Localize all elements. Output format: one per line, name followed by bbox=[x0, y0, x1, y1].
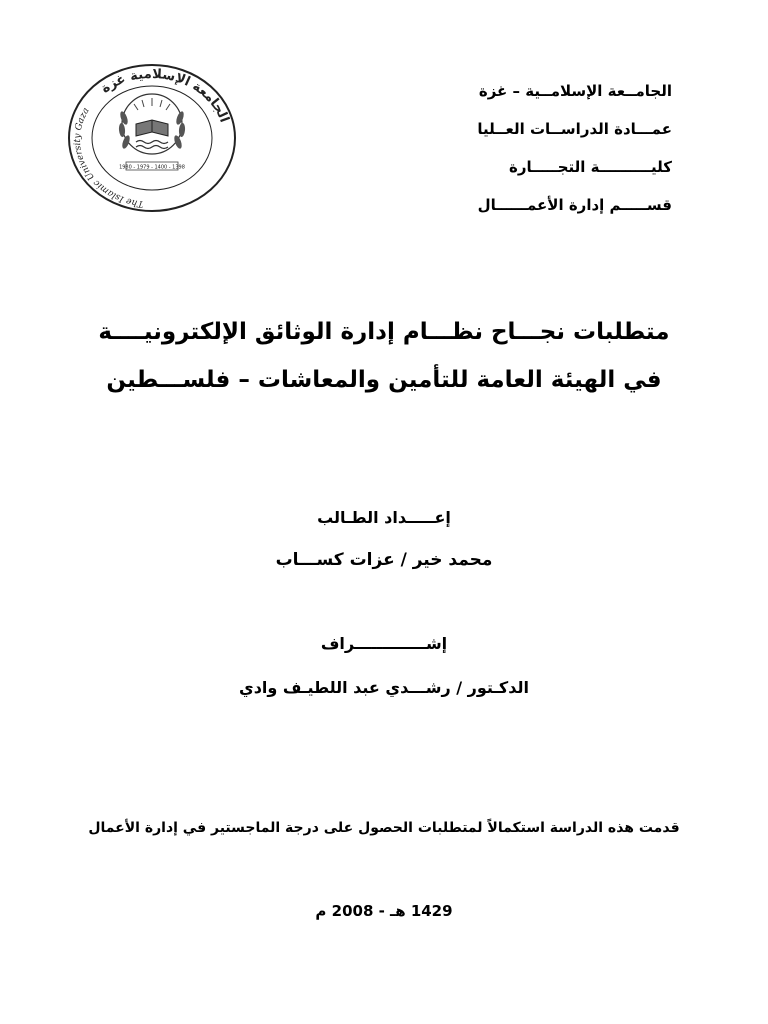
institution-header bbox=[412, 72, 672, 224]
submission-date: 1429 هـ - 2008 م bbox=[315, 902, 453, 920]
student-label: إعـــــداد الطـالب bbox=[317, 508, 451, 527]
submission-statement: قدمت هذه الدراسة استكمالاً لمتطلبات الحصول على درجة الماجستير في إدارة الأعمال bbox=[88, 820, 680, 836]
thesis-title bbox=[60, 308, 708, 404]
thesis-title-line-2: في الهيئة العامة للتأمين والمعاشات – فلســـطين bbox=[106, 367, 662, 393]
faculty-name: كليــــــــــة التجـــــارة bbox=[508, 158, 672, 176]
supervisor-name: الدكـتور / رشـــدي عبد اللطيـف وادي bbox=[239, 678, 529, 697]
supervision-label: إشـــــــــــــراف bbox=[320, 634, 448, 653]
seal-ring-text-english: The Islamic University Gaza bbox=[72, 106, 145, 209]
seal-years: 1980 - 1979 - 1400 - 1398 bbox=[119, 164, 185, 171]
university-name: الجامــعة الإسلامــية – غزة bbox=[478, 82, 672, 100]
deanship-name: عمـــادة الدراســات العــليا bbox=[477, 120, 672, 138]
department-name: قســـــم إدارة الأعمــــــال bbox=[477, 196, 672, 214]
university-seal-icon bbox=[66, 62, 238, 214]
seal-ring-text-arabic: الجامعة الإسلامية غزة bbox=[98, 66, 232, 125]
thesis-title-line-1: متطلبات نجـــاح نظـــام إدارة الوثائق الإلكترونيــــة bbox=[98, 319, 670, 345]
student-name: محمد خير / عزات كســـاب bbox=[275, 550, 493, 570]
